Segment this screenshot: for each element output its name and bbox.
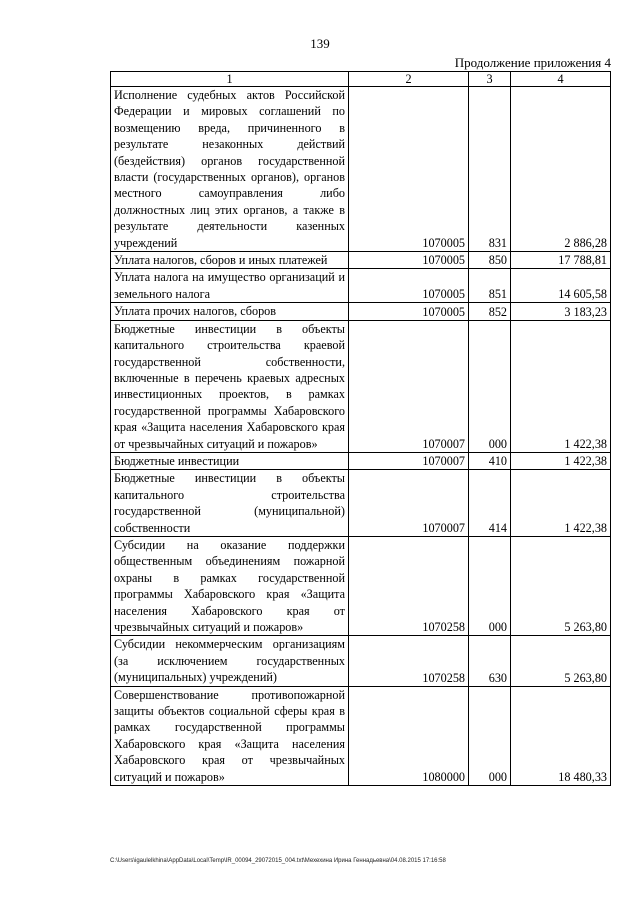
row-amount: 3 183,23 xyxy=(511,303,611,320)
table-row xyxy=(111,536,611,635)
row-code: 1070007 xyxy=(349,470,469,537)
header-cell: 3 xyxy=(469,72,511,87)
row-amount: 17 788,81 xyxy=(511,252,611,269)
row-description: Уплата прочих налогов, сборов xyxy=(111,303,349,320)
table-row xyxy=(111,252,611,269)
row-expense-type: 851 xyxy=(469,269,511,303)
row-code: 1070005 xyxy=(349,252,469,269)
header-cell: 4 xyxy=(511,72,611,87)
row-description: Совершенствование противопожарной защиты объектов социальной сферы края в рамках государственной программы Хабаровского края «Защита населения Хабаровского края от чрезвычайных ситуаций и пожаров» xyxy=(111,686,349,785)
row-code: 1070005 xyxy=(349,87,469,252)
row-amount: 14 605,58 xyxy=(511,269,611,303)
row-amount: 1 422,38 xyxy=(511,470,611,537)
row-expense-type: 000 xyxy=(469,320,511,452)
row-expense-type: 831 xyxy=(469,87,511,252)
row-amount: 18 480,33 xyxy=(511,686,611,785)
row-code: 1070005 xyxy=(349,269,469,303)
row-description: Бюджетные инвестиции в объекты капитального строительства государственной (муниципальной) собственности xyxy=(111,470,349,537)
row-expense-type: 630 xyxy=(469,636,511,686)
table-row xyxy=(111,636,611,686)
row-amount: 5 263,80 xyxy=(511,636,611,686)
table-row xyxy=(111,320,611,452)
table-row xyxy=(111,303,611,320)
header-cell: 2 xyxy=(349,72,469,87)
row-description: Бюджетные инвестиции xyxy=(111,452,349,469)
continuation-label: Продолжение приложения 4 xyxy=(454,55,611,70)
row-description: Бюджетные инвестиции в объекты капитального строительства краевой государственной собственности, включенные в перечень краевых адресных инвестиционных проектов, в рамках государственной программы Хабаровского края «Защита населения Хабаровского края от чрезвычайных ситуаций и пожаров» xyxy=(111,320,349,452)
row-description: Субсидии на оказание поддержки общественным объединениям пожарной охраны в рамках государственной программы Хабаровского края «Защита населения Хабаровского края от чрезвычайных ситуаций и пожаров» xyxy=(111,536,349,635)
row-expense-type: 414 xyxy=(469,470,511,537)
row-description: Уплата налога на имущество организаций и земельного налога xyxy=(111,269,349,303)
file-path-footer: C:\Users\igaulelkhina\AppData\Local\Temp\IR_00094_29072015_004.txt\Мехехина Ирина Геннадьевна\04.08.2015 17:16:58 xyxy=(110,858,446,864)
row-code: 1070007 xyxy=(349,320,469,452)
row-expense-type: 850 xyxy=(469,252,511,269)
row-code: 1070005 xyxy=(349,303,469,320)
row-expense-type: 000 xyxy=(469,686,511,785)
header-cell: 1 xyxy=(111,72,349,87)
row-code: 1070258 xyxy=(349,636,469,686)
row-expense-type: 000 xyxy=(469,536,511,635)
table-row xyxy=(111,452,611,469)
row-code: 1080000 xyxy=(349,686,469,785)
row-code: 1070258 xyxy=(349,536,469,635)
row-expense-type: 410 xyxy=(469,452,511,469)
row-amount: 5 263,80 xyxy=(511,536,611,635)
table-row xyxy=(111,686,611,785)
table-row xyxy=(111,269,611,303)
row-description: Субсидии некоммерческим организациям (за исключением государственных (муниципальных) учреждений) xyxy=(111,636,349,686)
row-description: Исполнение судебных актов Российской Федерации и мировых соглашений по возмещению вреда, причиненного в результате незаконных действий (бездействия) органов государственной власти (государственных органов), органов местного самоуправления либо должностных лиц этих органов, а также в результате деятельности казенных учреждений xyxy=(111,87,349,252)
row-code: 1070007 xyxy=(349,452,469,469)
row-amount: 1 422,38 xyxy=(511,452,611,469)
table-row xyxy=(111,470,611,537)
row-expense-type: 852 xyxy=(469,303,511,320)
row-amount: 1 422,38 xyxy=(511,320,611,452)
budget-table xyxy=(110,71,611,786)
row-amount: 2 886,28 xyxy=(511,87,611,252)
header-row xyxy=(111,72,611,87)
row-description: Уплата налогов, сборов и иных платежей xyxy=(111,252,349,269)
page-number: 139 xyxy=(310,36,330,51)
table-row xyxy=(111,87,611,252)
